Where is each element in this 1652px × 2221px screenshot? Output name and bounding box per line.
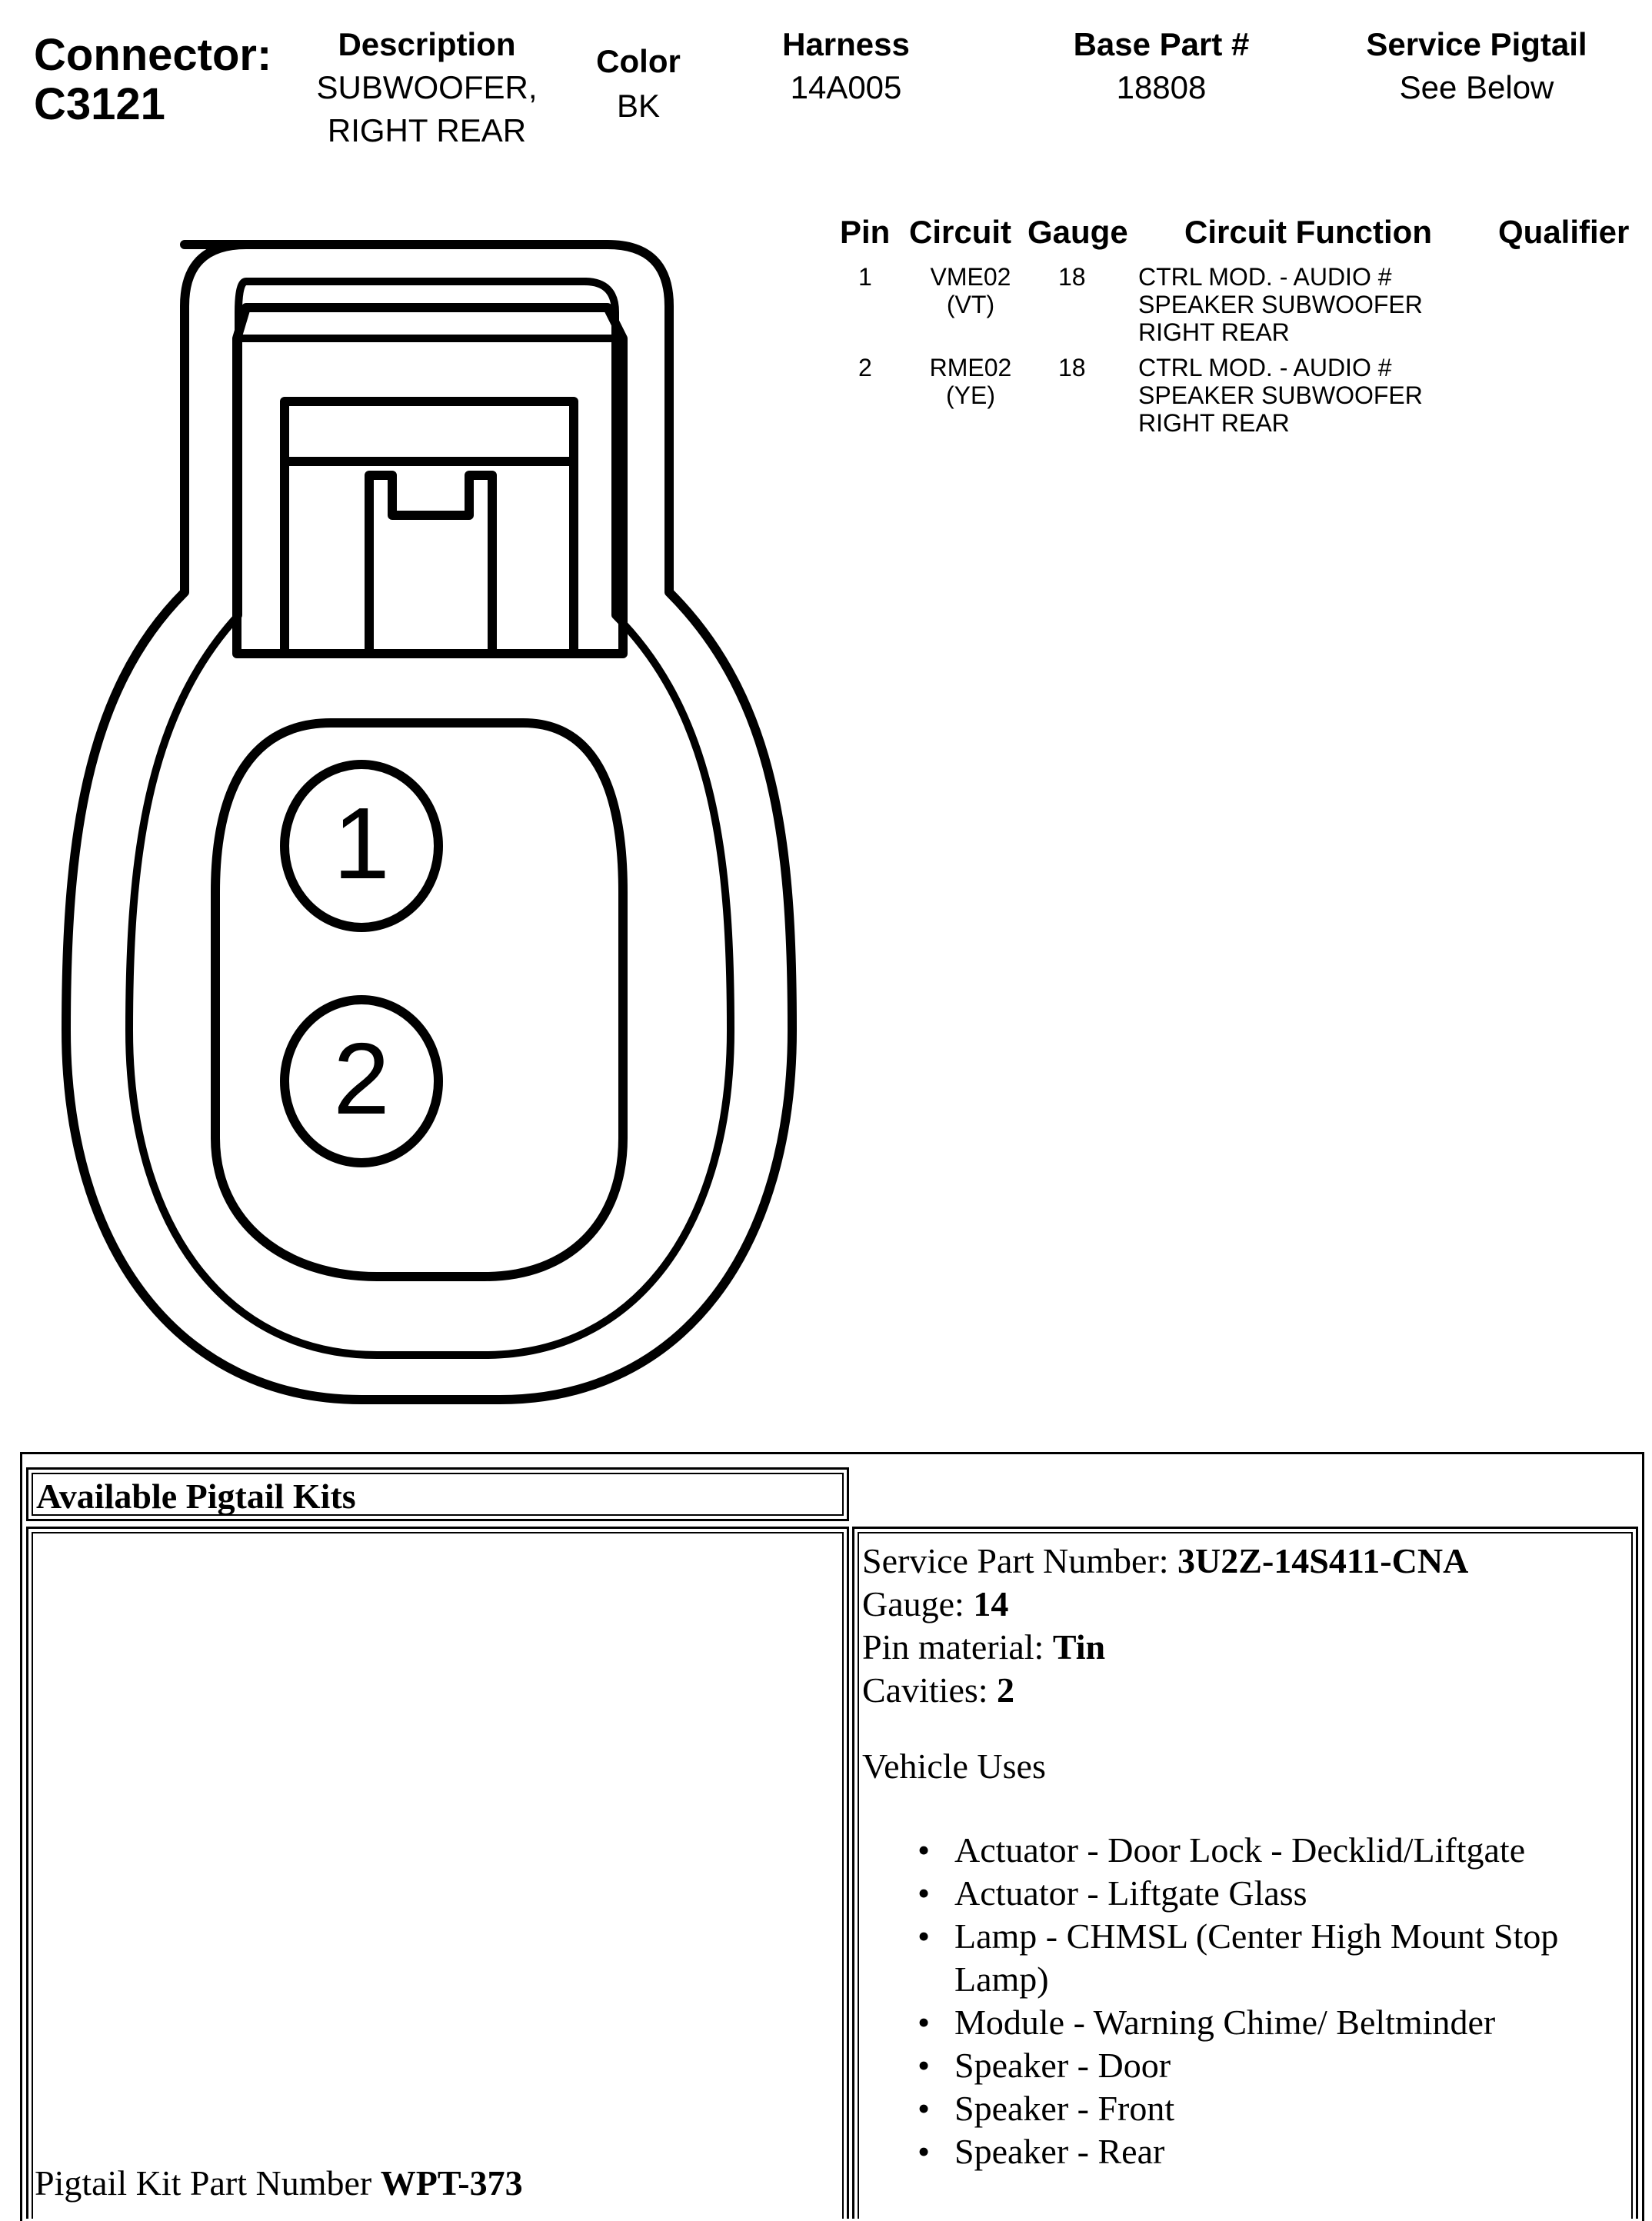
pigtail-specs bbox=[862, 1540, 1468, 1712]
connector-face-diagram bbox=[54, 231, 808, 1415]
gauge-value: 18 bbox=[1058, 354, 1086, 381]
circuit-id: RME02 bbox=[929, 354, 1012, 381]
list-item: • Speaker - Rear bbox=[854, 2130, 1624, 2173]
qualifier-header: Qualifier bbox=[1498, 214, 1630, 250]
base-part-value: 18808 bbox=[1116, 69, 1207, 105]
latch-notch bbox=[369, 475, 492, 654]
list-item: • Lamp - CHMSL (Center High Mount Stop Lamp) bbox=[854, 1915, 1624, 2001]
pin-material-line bbox=[862, 1626, 1468, 1669]
service-part-label: Service Part Number: bbox=[862, 1541, 1178, 1580]
circuit-header: Circuit bbox=[909, 214, 1012, 250]
circuit-function-line: SPEAKER SUBWOOFER bbox=[1138, 291, 1423, 318]
vehicle-uses-list bbox=[854, 1829, 1624, 2173]
pin-cavity-frame bbox=[215, 723, 623, 1277]
gauge-line bbox=[862, 1583, 1468, 1626]
circuit-function-line: RIGHT REAR bbox=[1138, 318, 1290, 346]
gauge-value: 18 bbox=[1058, 263, 1086, 291]
latch-outer bbox=[237, 308, 623, 654]
pin-header: Pin bbox=[840, 214, 891, 250]
color-column bbox=[569, 40, 708, 128]
list-item: • Module - Warning Chime/ Beltminder bbox=[854, 2001, 1624, 2044]
pigtail-kits-title: Available Pigtail Kits bbox=[36, 1477, 356, 1516]
service-part-line bbox=[862, 1540, 1468, 1583]
gauge-label: Gauge: bbox=[862, 1584, 974, 1623]
cavities-value: 2 bbox=[997, 1670, 1015, 1710]
list-item: • Actuator - Liftgate Glass bbox=[854, 1872, 1624, 1915]
service-pigtail-label: Service Pigtail bbox=[1366, 26, 1587, 62]
base-part-column bbox=[1031, 23, 1292, 109]
latch-tab bbox=[285, 401, 574, 654]
cavities-label: Cavities: bbox=[862, 1670, 998, 1710]
list-item: • Actuator - Door Lock - Decklid/Liftgate bbox=[854, 1829, 1624, 1872]
kit-part-value: WPT-373 bbox=[380, 2163, 523, 2203]
color-label: Color bbox=[596, 43, 681, 79]
kit-part-label: Pigtail Kit Part Number bbox=[35, 2163, 381, 2203]
pin-1-label: 1 bbox=[333, 787, 390, 900]
cavities-line bbox=[862, 1669, 1468, 1712]
gauge-spec-value: 14 bbox=[973, 1584, 1009, 1623]
connector-label: Connector: bbox=[34, 30, 272, 80]
pigtail-kits-header-cell bbox=[26, 1467, 849, 1521]
description-label: Description bbox=[338, 26, 516, 62]
service-pigtail-column bbox=[1338, 23, 1615, 109]
list-item: • Speaker - Front bbox=[854, 2087, 1624, 2130]
image-cell-inner-border bbox=[32, 1532, 844, 2219]
circuit-function-line: SPEAKER SUBWOOFER bbox=[1138, 381, 1423, 409]
description-line1: SUBWOOFER, bbox=[316, 69, 538, 105]
circuit-id: VME02 bbox=[930, 263, 1011, 291]
pin-material-label: Pin material: bbox=[862, 1627, 1053, 1667]
pigtail-image-cell bbox=[26, 1527, 849, 2219]
circuit-function-line: CTRL MOD. - AUDIO # bbox=[1138, 354, 1392, 381]
pin-2-label: 2 bbox=[333, 1022, 390, 1135]
gauge-header: Gauge bbox=[1028, 214, 1128, 250]
description-column bbox=[292, 23, 561, 152]
base-part-label: Base Part # bbox=[1073, 26, 1250, 62]
harness-label: Harness bbox=[782, 26, 910, 62]
circuit-function-header: Circuit Function bbox=[1184, 214, 1432, 250]
list-item: • Speaker - Door bbox=[854, 2044, 1624, 2087]
circuit-color: (VT) bbox=[946, 291, 995, 318]
description-line2: RIGHT REAR bbox=[327, 112, 527, 148]
circuit-color: (YE) bbox=[946, 381, 995, 409]
pin-number: 1 bbox=[858, 263, 872, 291]
connector-title bbox=[34, 31, 271, 129]
harness-value: 14A005 bbox=[790, 69, 902, 105]
table-row bbox=[831, 263, 1646, 355]
color-value: BK bbox=[616, 88, 661, 124]
circuit-function-line: RIGHT REAR bbox=[1138, 409, 1290, 437]
service-pigtail-value: See Below bbox=[1399, 69, 1554, 105]
table-row bbox=[831, 354, 1646, 446]
service-part-value: 3U2Z-14S411-CNA bbox=[1177, 1541, 1469, 1580]
pigtail-kit-part-number bbox=[35, 2163, 523, 2203]
vehicle-uses-title: Vehicle Uses bbox=[862, 1746, 1046, 1786]
pin-material-value: Tin bbox=[1052, 1627, 1106, 1667]
connector-id: C3121 bbox=[34, 79, 165, 129]
pigtail-details-cell bbox=[852, 1527, 1638, 2219]
harness-column bbox=[738, 23, 954, 109]
pin-number: 2 bbox=[858, 354, 872, 381]
circuit-function-line: CTRL MOD. - AUDIO # bbox=[1138, 263, 1392, 291]
